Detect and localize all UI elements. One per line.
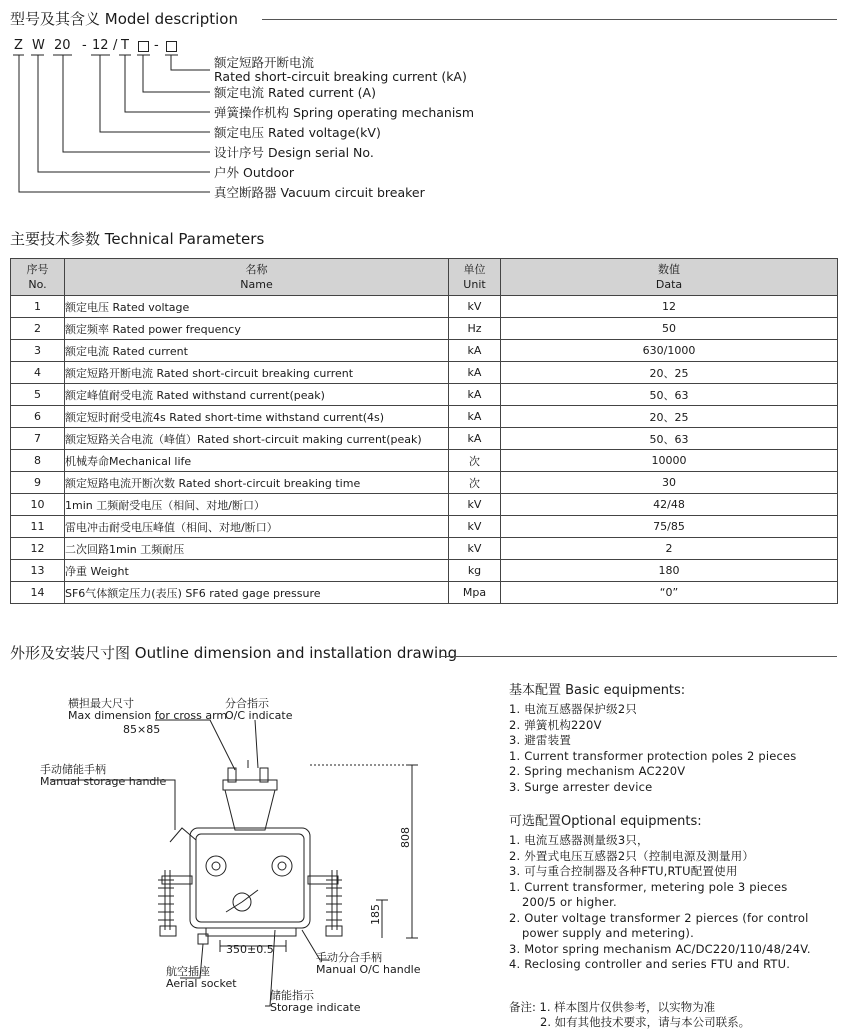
cell-unit: kA bbox=[449, 428, 501, 450]
main-box-inner bbox=[196, 834, 304, 922]
model-desc-breaking-current bbox=[214, 56, 467, 84]
label-cross-arm-dim: 85×85 bbox=[123, 723, 161, 736]
cell-name: 雷电冲击耐受电压峰值（相间、对地/断口） bbox=[65, 516, 449, 538]
table-row bbox=[11, 362, 838, 384]
params-section-title: 主要技术参数 Technical Parameters bbox=[10, 230, 265, 248]
table-row bbox=[11, 560, 838, 582]
cell-name: 机械寿命Mechanical life bbox=[65, 450, 449, 472]
cell-name: 额定峰值耐受电流 Rated withstand current(peak) bbox=[65, 384, 449, 406]
label-low-dim: 185 bbox=[369, 904, 382, 925]
list-item: 2. Spring mechanism AC220V bbox=[509, 764, 686, 778]
list-item: 1. 电流互感器测量级3只， bbox=[509, 833, 649, 847]
list-item: 4. Reclosing controller and series FTU and RTU. bbox=[509, 957, 791, 971]
table-row bbox=[11, 516, 838, 538]
table-row bbox=[11, 538, 838, 560]
label-oc-en: O/C indicate bbox=[225, 709, 293, 722]
cell-unit: kA bbox=[449, 340, 501, 362]
cell-data: 50、63 bbox=[501, 384, 838, 406]
cell-unit: kV bbox=[449, 516, 501, 538]
breaker-drawing-svg bbox=[20, 690, 460, 1030]
label-manual-storage bbox=[40, 764, 166, 788]
cell-name: 额定电压 Rated voltage bbox=[65, 296, 449, 318]
storage-indicator-dial bbox=[272, 856, 292, 876]
header-name: 名称 Name bbox=[65, 259, 449, 296]
cell-name: 额定短路开断电流 Rated short-circuit breaking current bbox=[65, 362, 449, 384]
table-row bbox=[11, 472, 838, 494]
cell-name: 额定短路电流开断次数 Rated short-circuit breaking time bbox=[65, 472, 449, 494]
cell-no: 1 bbox=[11, 296, 65, 318]
outline-drawing bbox=[20, 690, 460, 1030]
cell-unit: kV bbox=[449, 296, 501, 318]
model-desc-voltage-cn: 额定电压 bbox=[214, 125, 265, 140]
cell-unit: Hz bbox=[449, 318, 501, 340]
model-desc-breaking-current-cn: 额定短路开断电流 bbox=[214, 55, 315, 70]
model-title-rule bbox=[262, 19, 837, 20]
table-row bbox=[11, 450, 838, 472]
label-storage bbox=[270, 990, 360, 1014]
notes bbox=[509, 1000, 750, 1030]
list-item: 1. Current transformer protection poles 2 pieces bbox=[509, 748, 797, 763]
header-no: 序号 No. bbox=[11, 259, 65, 296]
cell-name: 1min 工频耐受电压（相间、对地/断口） bbox=[65, 494, 449, 516]
list-item: 1. 电流互感器保护级2只 bbox=[509, 702, 638, 716]
model-desc-voltage-en: Rated voltage(kV) bbox=[268, 125, 381, 140]
cell-data: 12 bbox=[501, 296, 838, 318]
model-desc-breaking-current-en: Rated short-circuit breaking current (kA) bbox=[214, 69, 467, 84]
list-item: 2. Outer voltage transformer 2 pierces (for control bbox=[509, 910, 809, 925]
model-section-title: 型号及其含义 Model description bbox=[10, 10, 238, 28]
label-manual-oc-en: Manual O/C handle bbox=[316, 963, 421, 976]
table-row bbox=[11, 428, 838, 450]
cell-no: 2 bbox=[11, 318, 65, 340]
label-aerial bbox=[166, 966, 237, 990]
label-manual-storage-cn: 手动储能手柄 bbox=[40, 763, 106, 776]
table-row bbox=[11, 296, 838, 318]
label-cross-arm-cn: 横担最大尺寸 bbox=[68, 697, 134, 710]
cell-data: 180 bbox=[501, 560, 838, 582]
header-unit: 单位 Unit bbox=[449, 259, 501, 296]
model-desc-spring-en: Spring operating mechanism bbox=[293, 105, 474, 120]
insulator-left bbox=[158, 870, 192, 936]
cell-unit: kA bbox=[449, 362, 501, 384]
cell-unit: kA bbox=[449, 406, 501, 428]
model-desc-outdoor bbox=[214, 166, 294, 180]
cell-unit: 次 bbox=[449, 450, 501, 472]
table-row bbox=[11, 494, 838, 516]
optional-equipments bbox=[509, 810, 811, 973]
cell-data: 630/1000 bbox=[501, 340, 838, 362]
code-dash-1: - bbox=[82, 38, 87, 53]
cell-no: 14 bbox=[11, 582, 65, 604]
label-manual-oc-cn: 手动分合手柄 bbox=[316, 951, 382, 964]
cell-name: 额定短路关合电流（峰值）Rated short-circuit making current(peak) bbox=[65, 428, 449, 450]
cell-data: 50、63 bbox=[501, 428, 838, 450]
cell-unit: kV bbox=[449, 538, 501, 560]
label-aerial-cn: 航空插座 bbox=[166, 965, 210, 978]
params-table bbox=[10, 258, 838, 604]
model-desc-spring-cn: 弹簧操作机构 bbox=[214, 105, 290, 120]
cell-unit: kV bbox=[449, 494, 501, 516]
cell-name: 额定电流 Rated current bbox=[65, 340, 449, 362]
label-oc-cn: 分合指示 bbox=[225, 697, 269, 710]
cell-data: 75/85 bbox=[501, 516, 838, 538]
cell-name: 二次回路1min 工频耐压 bbox=[65, 538, 449, 560]
label-width-dim: 350±0.5 bbox=[226, 943, 274, 956]
note-line-2: 2. 如有其他技术要求，请与本公司联系。 bbox=[540, 1015, 751, 1029]
list-item: 3. Motor spring mechanism AC/DC220/110/48/24V. bbox=[509, 941, 811, 956]
table-row bbox=[11, 384, 838, 406]
model-desc-rated-current bbox=[214, 86, 376, 100]
label-storage-cn: 储能指示 bbox=[270, 989, 314, 1002]
cell-data: 20、25 bbox=[501, 362, 838, 384]
cell-data: 30 bbox=[501, 472, 838, 494]
outline-title-rule bbox=[440, 656, 837, 657]
code-20: 20 bbox=[54, 38, 71, 53]
label-oc bbox=[225, 698, 292, 722]
base-plate bbox=[206, 928, 296, 936]
optional-title: 可选配置Optional equipments: bbox=[509, 814, 702, 829]
oc-indicator-dial bbox=[206, 856, 226, 876]
cell-no: 12 bbox=[11, 538, 65, 560]
cell-no: 8 bbox=[11, 450, 65, 472]
table-row bbox=[11, 318, 838, 340]
cell-name: 净重 Weight bbox=[65, 560, 449, 582]
cell-data: 50 bbox=[501, 318, 838, 340]
cell-no: 6 bbox=[11, 406, 65, 428]
header-data: 数值 Data bbox=[501, 259, 838, 296]
list-item: 3. Surge arrester device bbox=[509, 779, 653, 794]
code-w: W bbox=[32, 38, 45, 53]
basic-title: 基本配置 Basic equipments: bbox=[509, 683, 686, 698]
main-box bbox=[190, 828, 310, 928]
model-desc-spring bbox=[214, 106, 474, 120]
list-item: 200/5 or higher. bbox=[522, 895, 617, 909]
cell-name: 额定短时耐受电流4s Rated short-time withstand current(4s) bbox=[65, 406, 449, 428]
code-z: Z bbox=[14, 38, 23, 53]
model-desc-vacuum-en: Vacuum circuit breaker bbox=[280, 185, 425, 200]
cell-unit: 次 bbox=[449, 472, 501, 494]
model-desc-voltage bbox=[214, 126, 381, 140]
cell-data: 20、25 bbox=[501, 406, 838, 428]
table-row bbox=[11, 406, 838, 428]
basic-equipments bbox=[509, 679, 797, 795]
cell-data: “0” bbox=[501, 582, 838, 604]
label-manual-oc bbox=[316, 952, 421, 976]
list-item: 3. 避雷装置 bbox=[509, 733, 572, 747]
model-desc-rated-current-cn: 额定电流 bbox=[214, 85, 265, 100]
model-desc-vacuum bbox=[214, 186, 425, 200]
cell-no: 5 bbox=[11, 384, 65, 406]
model-desc-design-serial-cn: 设计序号 bbox=[214, 145, 265, 160]
code-box-breaking bbox=[166, 41, 177, 52]
label-aerial-en: Aerial socket bbox=[166, 977, 237, 990]
model-desc-vacuum-cn: 真空断路器 bbox=[214, 185, 277, 200]
list-item: 1. Current transformer, metering pole 3 pieces bbox=[509, 879, 788, 894]
cell-no: 10 bbox=[11, 494, 65, 516]
list-item: power supply and metering). bbox=[522, 926, 694, 940]
cell-no: 3 bbox=[11, 340, 65, 362]
cell-name: SF6气体额定压力(表压) SF6 rated gage pressure bbox=[65, 582, 449, 604]
code-12: 12 bbox=[92, 38, 109, 53]
cell-no: 7 bbox=[11, 428, 65, 450]
cell-name: 额定频率 Rated power frequency bbox=[65, 318, 449, 340]
model-desc-design-serial-en: Design serial No. bbox=[268, 145, 374, 160]
cell-data: 42/48 bbox=[501, 494, 838, 516]
code-dash-2: - bbox=[154, 38, 159, 53]
list-item: 2. 外置式电压互感器2只（控制电源及测量用） bbox=[509, 848, 755, 863]
label-storage-en: Storage indicate bbox=[270, 1001, 361, 1014]
table-row bbox=[11, 340, 838, 362]
code-box-current bbox=[138, 41, 149, 52]
label-manual-storage-en: Manual storage handle bbox=[40, 775, 167, 788]
list-item: 2. 弹簧机构220V bbox=[509, 717, 602, 732]
note-line-1: 备注: 1. 样本图片仅供参考，以实物为准 bbox=[509, 1000, 716, 1014]
cell-unit: kA bbox=[449, 384, 501, 406]
table-row bbox=[11, 582, 838, 604]
cell-unit: Mpa bbox=[449, 582, 501, 604]
cell-no: 13 bbox=[11, 560, 65, 582]
code-slash: / bbox=[113, 38, 118, 53]
code-t: T bbox=[121, 38, 129, 53]
cell-data: 2 bbox=[501, 538, 838, 560]
cell-unit: kg bbox=[449, 560, 501, 582]
cell-data: 10000 bbox=[501, 450, 838, 472]
label-cross-arm bbox=[68, 698, 227, 722]
model-desc-outdoor-cn: 户外 bbox=[214, 165, 240, 180]
label-height-dim: 808 bbox=[399, 827, 412, 848]
outline-section-title: 外形及安装尺寸图 Outline dimension and installation drawing bbox=[10, 644, 458, 662]
list-item: 3. 可与重合控制器及各种FTU,RTU配置使用 bbox=[509, 864, 738, 878]
cell-no: 9 bbox=[11, 472, 65, 494]
cell-no: 4 bbox=[11, 362, 65, 384]
params-header-row bbox=[11, 259, 838, 296]
insulator-right bbox=[308, 870, 342, 936]
label-cross-arm-en: Max dimension for cross arm bbox=[68, 709, 228, 722]
model-desc-outdoor-en: Outdoor bbox=[243, 165, 295, 180]
top-housing bbox=[225, 790, 275, 830]
model-desc-design-serial bbox=[214, 146, 374, 160]
cell-no: 11 bbox=[11, 516, 65, 538]
model-desc-rated-current-en: Rated current (A) bbox=[268, 85, 376, 100]
